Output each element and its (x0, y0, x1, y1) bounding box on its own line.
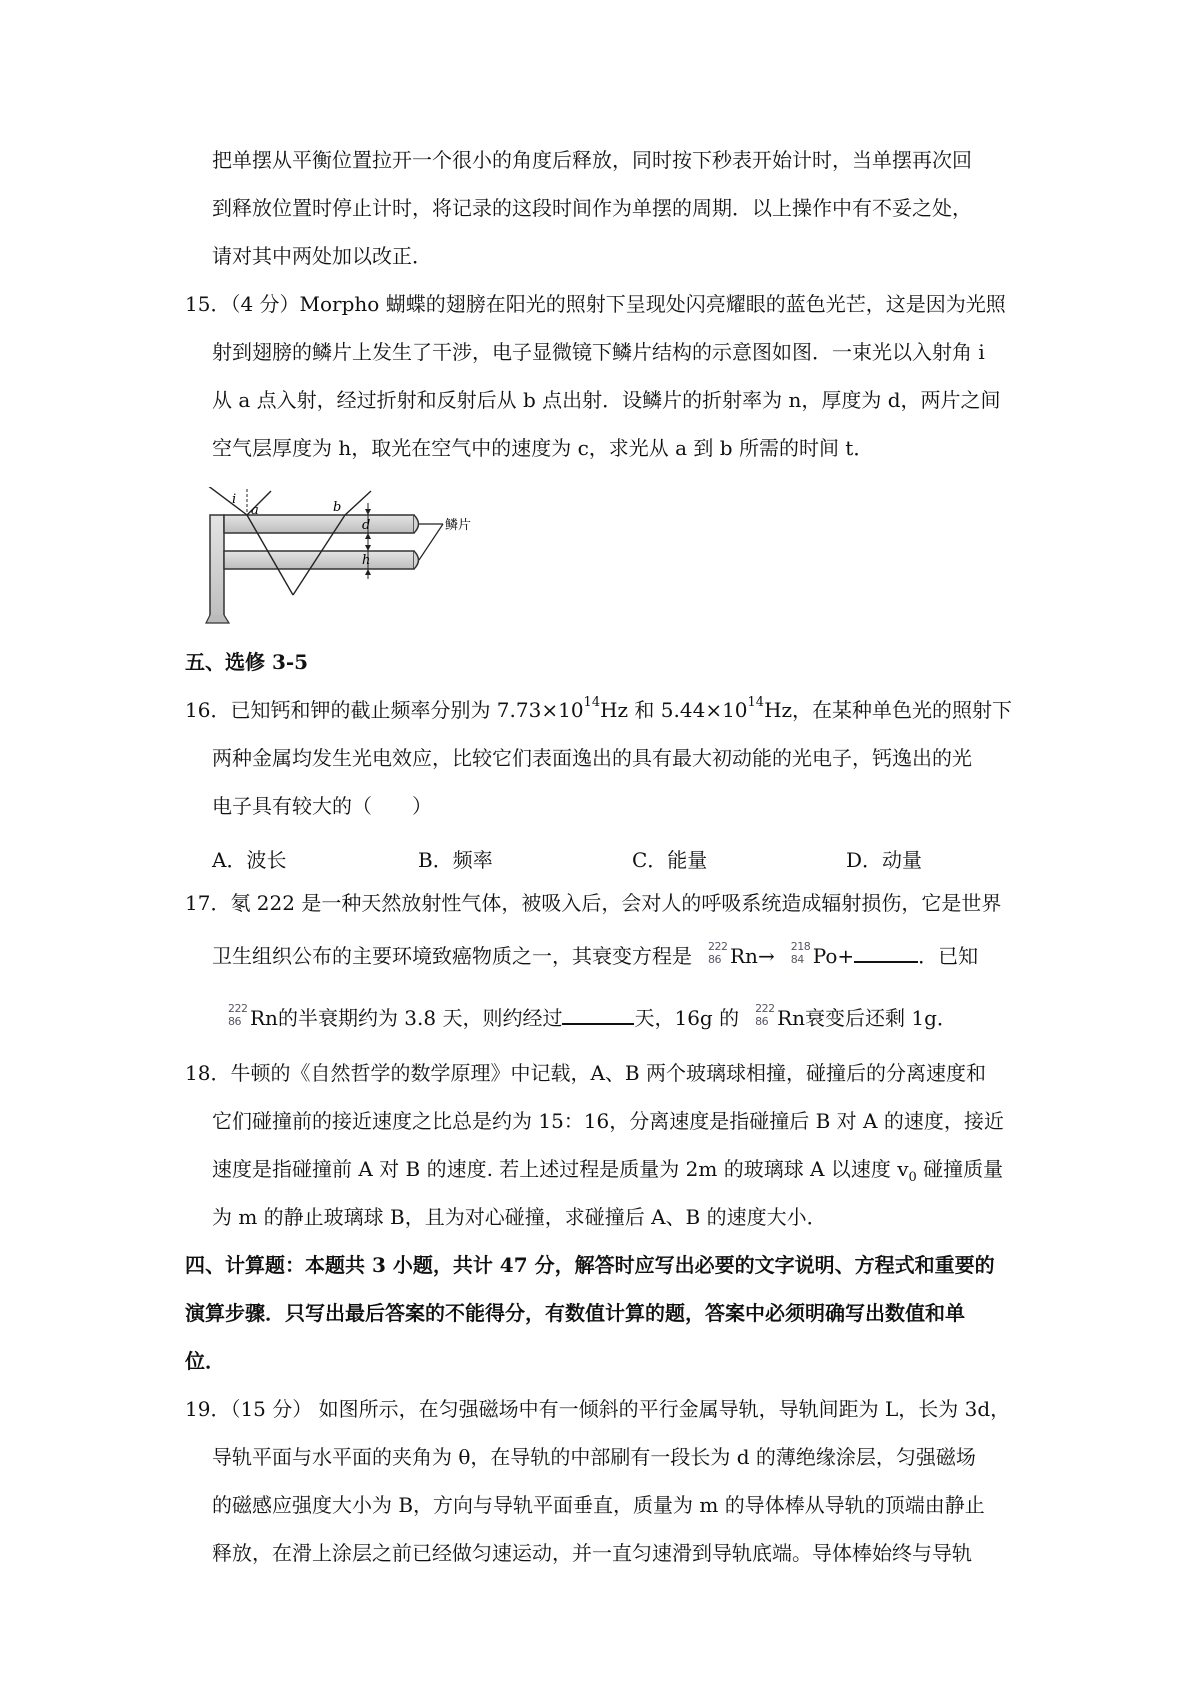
figure-label-d: d (362, 518, 371, 533)
q17-line3-mid2: 天，16g 的 (634, 1006, 740, 1030)
rn-nuclide-2: 222 86 (228, 1002, 248, 1028)
q18-line-2: 它们碰撞前的接近速度之比总是约为 15：16，分离速度是指碰撞后 B 对 A 的速度，接近 (212, 1109, 1004, 1133)
scale-pointer-lower (419, 524, 443, 560)
lower-scale-tip (414, 551, 419, 569)
q16-exp-2: 14 (747, 695, 765, 710)
q19-line-1: 19．（15 分） 如图所示，在匀强磁场中有一倾斜的平行金属导轨，导轨间距为 L，长为 3d， (185, 1397, 1011, 1421)
q15-line-1: 15．（4 分）Morpho 蝴蝶的翅膀在阳光的照射下呈现处闪亮耀眼的蓝色光芒，这是因为光照 (185, 292, 1006, 316)
h-arrowhead-bottom (365, 569, 371, 575)
scale-structure-figure (205, 487, 495, 627)
q17-line-2 (212, 940, 979, 968)
rn-symbol-3: Rn (777, 1006, 806, 1030)
q17-line-1: 17．氡 222 是一种天然放射性气体，被吸入后，会对人的呼吸系统造成辐射损伤，它是世界 (185, 891, 1002, 915)
q16-mid: Hz 和 5.44×10 (600, 698, 748, 722)
section-4-line-1: 四、计算题：本题共 3 小题，共计 47 分，解答时应写出必要的文字说明、方程式和重要的 (185, 1253, 995, 1277)
q17-blank-2 (562, 1005, 634, 1025)
q15-line-3: 从 a 点入射，经过折射和反射后从 b 点出射．设鳞片的折射率为 n，厚度为 d，两片之间 (212, 388, 1001, 412)
q16-choice-c: C．能量 (632, 848, 708, 872)
h-arrowhead-top (365, 545, 371, 551)
q19-line-2: 导轨平面与水平面的夹角为 θ，在导轨的中部刷有一段长为 d 的薄绝缘涂层，匀强磁场 (212, 1445, 976, 1469)
rn-nuclide-3: 222 86 (755, 1002, 775, 1028)
figure-label-scale: 鳞片 (445, 518, 472, 533)
q15-line-4: 空气层厚度为 h，取光在空气中的速度为 c，求光从 a 到 b 所需的时间 t． (212, 436, 874, 460)
q16-choice-b: B．频率 (418, 848, 493, 872)
section-4-line-3: 位． (185, 1349, 225, 1373)
q17-line3-suffix: 衰变后还剩 1g． (805, 1006, 957, 1030)
q18-line-3 (212, 1159, 1003, 1184)
q16-line-2: 两种金属均发生光电效应，比较它们表面逸出的具有最大初动能的光电子，钙逸出的光 (212, 746, 972, 770)
rn-nuclide-1: 222 86 (708, 940, 728, 966)
figure-stem (210, 515, 224, 621)
q17-line-3 (226, 1002, 957, 1030)
upper-scale-tip (414, 515, 419, 533)
q17-line3-mid: 的半衰期约为 3.8 天，则约经过 (277, 1006, 563, 1030)
q16-choice-a: A．波长 (212, 848, 287, 872)
section-4-line-2: 演算步骤．只写出最后答案的不能得分，有数值计算的题，答案中必须明确写出数值和单 (185, 1301, 965, 1325)
q16-line-3: 电子具有较大的（ ） (212, 794, 432, 818)
po-nuclide: 218 84 (790, 940, 811, 966)
q16-prefix: 16．已知钙和钾的截止频率分别为 7.73×10 (185, 698, 584, 722)
po-plus-symbol: Po+ (812, 944, 855, 968)
q16-exp-1: 14 (583, 695, 601, 710)
q17-line2-prefix: 卫生组织公布的主要环境致癌物质之一，其衰变方程是 (212, 944, 692, 968)
q18-v0-subscript: 0 (908, 1170, 917, 1185)
figure-label-h: h (362, 553, 371, 568)
q16-suffix: Hz，在某种单色光的照射下 (764, 698, 1013, 722)
q16-line-1 (185, 695, 1013, 722)
rn-arrow-symbol: Rn→ (730, 944, 775, 968)
figure-label-a: a (251, 503, 259, 518)
q16-choice-d: D．动量 (846, 848, 923, 872)
q14-line-1: 把单摆从平衡位置拉开一个很小的角度后释放，同时按下秒表开始计时，当单摆再次回 (212, 148, 972, 172)
figure-stem-foot (206, 615, 229, 623)
rn-symbol-2: Rn (250, 1006, 278, 1030)
q18-line-1: 18．牛顿的《自然哲学的数学原理》中记载，A、B 两个玻璃球相撞，碰撞后的分离速度和 (185, 1061, 986, 1085)
q15-line-2: 射到翅膀的鳞片上发生了干涉，电子显微镜下鳞片结构的示意图如图．一束光以入射角 i (212, 340, 985, 364)
q14-line-2: 到释放位置时停止计时，将记录的这段时间作为单摆的周期．以上操作中有不妥之处， (212, 196, 972, 220)
section-5-title: 五、选修 3-5 (185, 650, 309, 674)
q14-line-3: 请对其中两处加以改正． (212, 244, 432, 268)
incident-ray (207, 487, 247, 515)
q17-line2-suffix: ．已知 (918, 944, 979, 968)
figure-label-b: b (333, 500, 342, 515)
q17-blank-1 (854, 943, 918, 963)
q18-line3-suffix: 碰撞质量 (916, 1157, 1004, 1181)
q18-line3-prefix: 速度是指碰撞前 A 对 B 的速度. 若上述过程是质量为 2m 的玻璃球 A 以速度 v (212, 1157, 909, 1181)
figure-label-i: i (232, 492, 237, 507)
q18-line-4: 为 m 的静止玻璃球 B，且为对心碰撞，求碰撞后 A、B 的速度大小． (212, 1205, 827, 1229)
d-arrowhead-top (365, 509, 371, 515)
q19-line-4: 释放，在滑上涂层之前已经做匀速运动，并一直匀速滑到导轨底端。导体棒始终与导轨 (212, 1541, 972, 1565)
lower-scale (224, 551, 414, 569)
q19-line-3: 的磁感应强度大小为 B，方向与导轨平面垂直，质量为 m 的导体棒从导轨的顶端由静止 (212, 1493, 985, 1517)
